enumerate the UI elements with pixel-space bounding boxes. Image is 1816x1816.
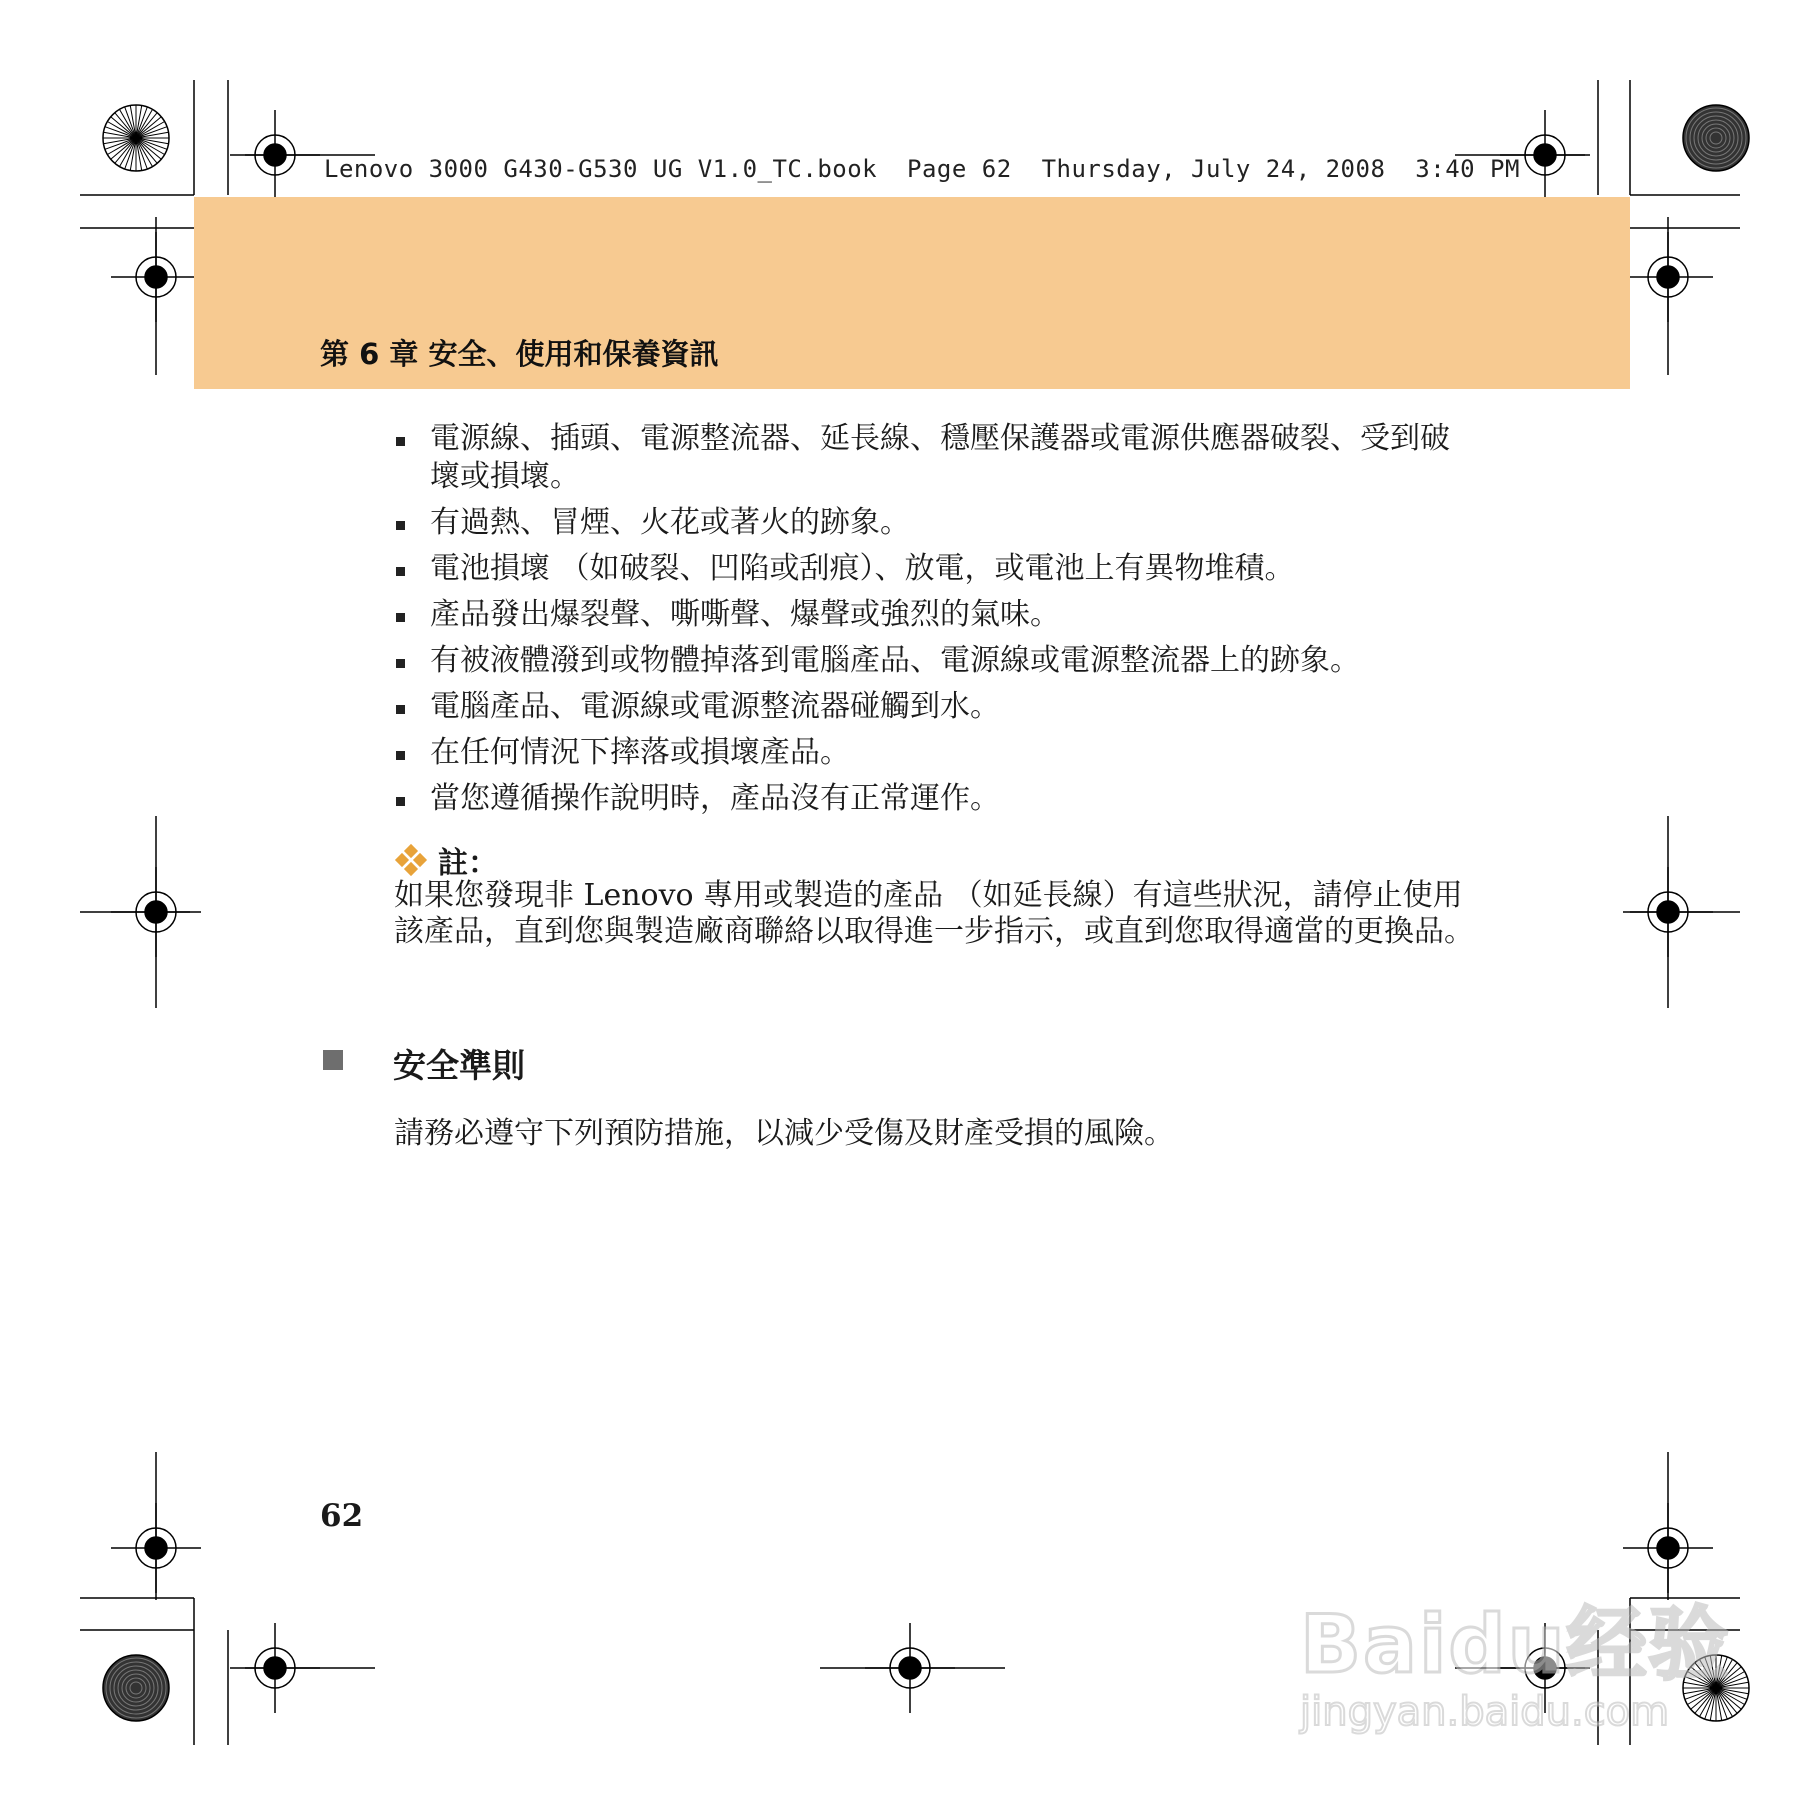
section-paragraph: 請務必遵守下列預防措施，以減少受傷及財產受損的風險。 [394,1116,1174,1151]
section-square-icon [323,1050,343,1070]
watermark-word: Baidu经验 [1300,1598,1731,1691]
section-title: 安全準則 [393,1046,525,1085]
hazard-list [390,420,1470,826]
note-text: 如果您發現非 Lenovo 專用或製造的產品 （如延長線）有這些狀況，請停止使用該產品，直到您與製造廠商聯絡以取得進一步指示，或直到您取得適當的更換品。 [394,878,1474,949]
list-item: 電池損壞 （如破裂、凹陷或刮痕）、放電，或電池上有異物堆積。 [390,550,1470,588]
page-number: 62 [320,1498,364,1534]
target-circle [1683,105,1749,171]
watermark-url: jingyan.baidu.com [1300,1689,1670,1735]
note-heading [396,838,498,882]
note-diamond-icon [396,845,426,875]
list-item: 有被液體潑到或物體掉落到電腦產品、電源線或電源整流器上的跡象。 [390,642,1470,680]
chapter-title: 第 6 章 安全、使用和保養資訊 [320,337,719,371]
list-item: 電源線、插頭、電源整流器、延長線、穩壓保護器或電源供應器破裂、受到破壞或損壞。 [390,420,1470,496]
note-label: 註： [438,846,498,881]
baidu-watermark [1300,1580,1731,1735]
list-item: 在任何情況下摔落或損壞產品。 [390,734,1470,772]
list-item: 電腦產品、電源線或電源整流器碰觸到水。 [390,688,1470,726]
target-circle [103,1655,169,1721]
list-item: 當您遵循操作說明時，產品沒有正常運作。 [390,780,1470,818]
print-slug: Lenovo 3000 G430-G530 UG V1.0_TC.book Page 62 Thursday, July 24, 2008 3:40 PM [324,155,1520,183]
list-item: 產品發出爆裂聲、嘶嘶聲、爆聲或強烈的氣味。 [390,596,1470,634]
list-item: 有過熱、冒煙、火花或著火的跡象。 [390,504,1470,542]
